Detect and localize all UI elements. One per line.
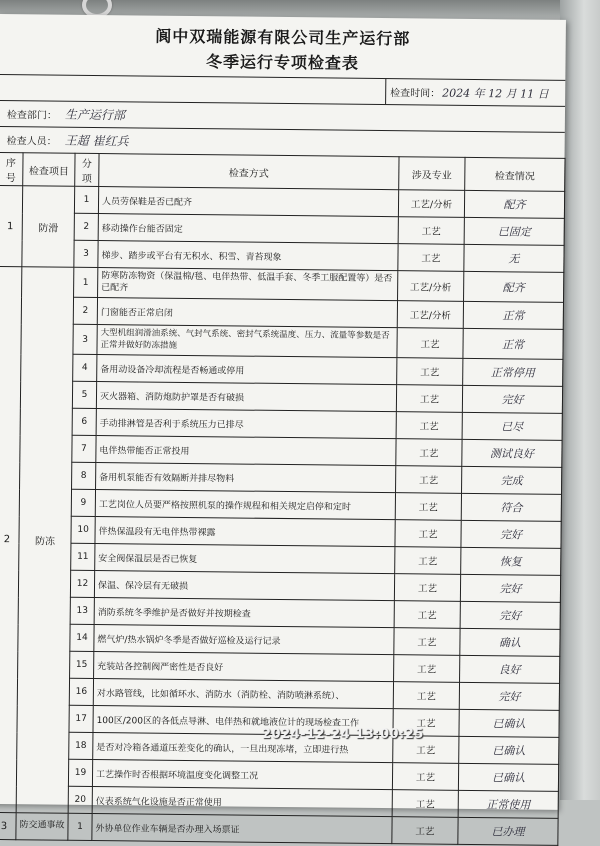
row-num: 3 [73,324,97,354]
group-name: 防交通事故 [16,813,68,841]
row-num: 6 [72,408,96,435]
row-item: 伴热保温段有无电伴热带裸露 [95,517,395,547]
row-result: 完好 [459,682,559,710]
group-name: 防滑 [22,186,75,268]
row-domain: 工艺 [392,817,458,845]
row-item: 工艺岗位人员要严格按照机泵的操作规程和相关规定启停和定时 [95,490,395,520]
row-item: 备用机泵能否有效隔断并排尽物料 [96,463,396,493]
row-result: 正常 [463,328,563,359]
dept-label: 检查部门： [6,110,57,122]
row-result: 配齐 [464,190,564,218]
row-num: 12 [70,570,94,597]
dept-value: 生产运行部 [64,107,126,123]
row-item: 安全阀保温层是否已恢复 [95,544,395,574]
header-seq: 序号 [0,152,23,185]
row-domain: 工艺 [397,358,463,386]
row-result: 完成 [462,466,562,494]
row-num: 19 [68,759,92,786]
row-result: 完好 [462,385,562,413]
row-result: 良好 [460,655,560,683]
row-num: 13 [70,597,94,624]
row-num: 15 [70,651,94,678]
row-num: 2 [73,297,97,324]
row-item: 防寒防冻物资（保温棉/毯、电伴热带、低温手套、冬季工服配置等）是否已配齐 [98,268,398,301]
row-num: 1 [74,267,98,297]
row-item: 门窗能否正常启闭 [97,298,397,328]
row-domain: 工艺 [392,790,458,818]
photo-timestamp: 2024-12-24 13:00:25 [262,727,424,742]
row-item: 人员劳保鞋是否已配齐 [98,187,398,217]
row-num: 9 [71,489,95,516]
row-domain: 工艺/分析 [398,271,464,302]
row-result: 配齐 [464,271,564,302]
row-domain: 工艺/分析 [398,190,464,218]
row-num: 10 [71,516,95,543]
row-domain: 工艺 [393,682,459,710]
row-item: 100区/200区的各低点导淋、电伴热和就地液位计的现场检查工作 [93,706,393,736]
row-num: 18 [69,732,93,759]
row-item: 移动操作台能否固定 [98,214,398,244]
row-result: 正常 [463,301,563,329]
row-num: 1 [74,186,98,213]
table-row [0,812,558,845]
row-domain: 工艺 [396,385,462,413]
header-result: 检查情况 [465,157,565,191]
row-item: 电伴热带能否正常投用 [96,436,396,466]
row-domain: 工艺 [398,217,464,245]
row-domain: 工艺 [397,328,463,359]
row-result: 恢复 [461,547,561,575]
row-num: 14 [70,624,94,651]
form-title: 冬季运行专项检查表 [205,52,360,73]
row-domain: 工艺 [395,520,461,548]
row-num: 3 [74,240,98,267]
row-item: 工艺操作时否根据环境温度变化调整工况 [92,760,392,790]
row-result: 正常使用 [458,790,558,818]
row-result: 测试良好 [462,439,562,467]
row-result: 正常停用 [463,358,563,386]
header-method: 检查方式 [99,154,399,190]
row-num: 4 [73,354,97,381]
header-sub: 分项 [75,153,99,186]
inspection-sheet [0,14,566,839]
row-num: 20 [68,786,92,813]
row-domain: 工艺 [395,547,461,575]
row-result: 已确认 [458,763,558,791]
row-domain: 工艺 [394,574,460,602]
row-num: 2 [74,213,98,240]
row-item: 梯步、踏步或平台有无积水、积雪、青苔现象 [98,241,398,271]
row-result: 完好 [460,574,560,602]
row-num: 11 [71,543,95,570]
row-item: 仪表系统气化设施是否正常使用 [92,787,392,817]
row-domain: 工艺 [393,709,459,737]
inspector-value: 王超 崔红兵 [64,133,129,149]
row-item: 充装站各控制阀严密性是否良好 [94,652,394,682]
row-item: 灭火器箱、消防炮防护罩是否有破损 [96,382,396,412]
row-num: 5 [72,381,96,408]
group-seq: 1 [0,185,23,266]
row-item: 是否对冷箱各通道压差变化的确认，一旦出现冻堵，立即进行热 [93,733,393,763]
company-title: 阆中双瑞能源有限公司生产运行部 [155,26,411,49]
row-result: 已固定 [464,217,564,245]
row-domain: 工艺 [394,655,460,683]
row-domain: 工艺 [396,412,462,440]
group-seq: 2 [0,266,22,812]
row-domain: 工艺 [393,736,459,764]
row-domain: 工艺 [394,601,460,629]
row-item: 对水路管线，比如循环水、消防水（消防栓、消防喷淋系统）、 [93,679,393,709]
row-domain: 工艺 [396,439,462,467]
background-right-paper [560,0,600,800]
row-result: 已确认 [459,736,559,764]
row-result: 完好 [460,601,560,629]
header-item: 检查项目 [23,153,75,187]
row-domain: 工艺 [395,493,461,521]
row-result: 已办理 [458,817,558,845]
row-num: 7 [72,435,96,462]
row-domain: 工艺 [396,466,462,494]
row-domain: 工艺 [398,244,464,272]
row-item: 手动排淋管是否利于系统压力已排尽 [96,409,396,439]
row-num: 8 [72,462,96,489]
row-item: 保温、保冷层有无破损 [94,571,394,601]
row-num: 17 [69,705,93,732]
row-item: 大型机组润滑油系统、气封气系统、密封气系统温度、压力、流量等参数是否正常并做好防冻措施 [97,325,397,358]
row-result: 无 [464,244,564,272]
row-result: 完好 [461,520,561,548]
row-result: 已确认 [459,709,559,737]
row-num: 16 [69,678,93,705]
row-item: 备用动设备冷却流程是否畅通或停用 [97,355,397,385]
row-result: 符合 [461,493,561,521]
group-seq: 3 [0,812,16,839]
row-item: 燃气炉/热水锅炉冬季是否做好巡检及运行记录 [94,625,394,655]
header-domain: 涉及专业 [399,157,465,191]
row-domain: 工艺 [392,763,458,791]
row-result: 已尽 [462,412,562,440]
row-item: 外协单位作业车辆是否办理入场票证 [92,814,392,844]
group-name: 防冻 [16,267,74,814]
row-item: 消防系统冬季维护是否做好并按期检查 [94,598,394,628]
row-domain: 工艺 [394,628,460,656]
check-time-label: 检查时间： [390,88,441,100]
inspector-label: 检查人员： [6,136,57,148]
row-domain: 工艺/分析 [397,301,463,329]
check-time-value: 2024 年 12 月 11 日 [442,86,549,101]
row-num: 1 [68,813,92,840]
row-result: 确认 [460,628,560,656]
